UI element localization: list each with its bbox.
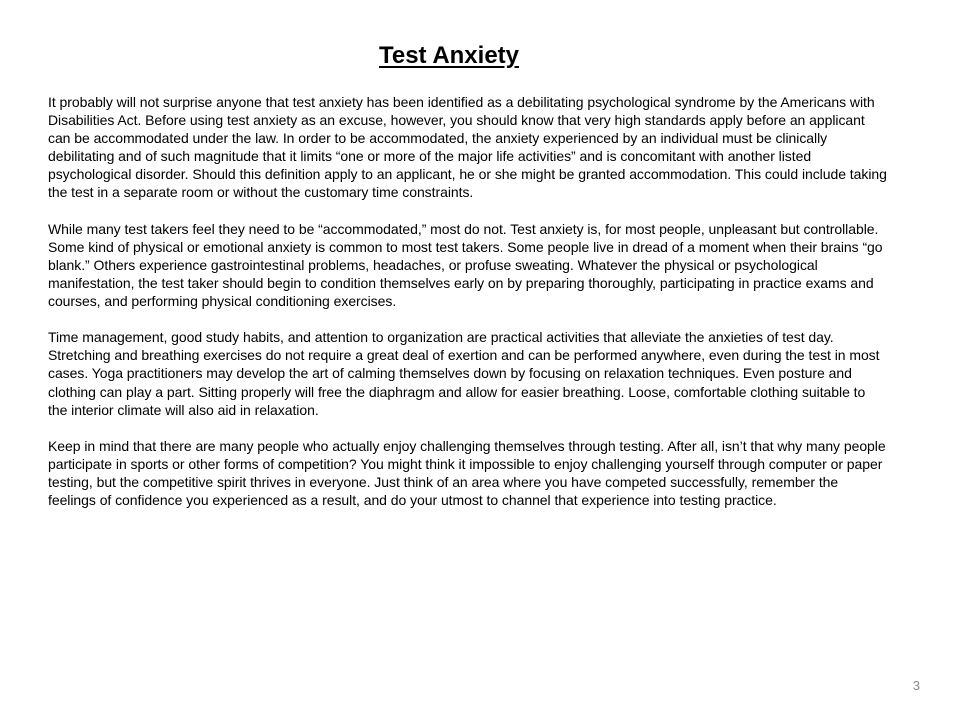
paragraph-controllable-anxiety: While many test takers feel they need to be “accommodated,” most do not. Test anxiety is, for most people, unpleasant but controllable. Some kind of physical or emotional anxiety is common to most test takers. Some people live in dread of a moment when their brains “go blank.” Others experience gastrointestinal problems, headaches, or profuse sweating. Whatever the physical or psychological manifestation, the test taker should begin to condition themselves early on by preparing thoroughly, participating in practice exams and courses, and performing physical conditioning exercises.	[48, 220, 883, 310]
paragraph-practical-activities: Time management, good study habits, and attention to organization are practical activities that alleviate the anxieties of test day. Stretching and breathing exercises do not require a great deal of exertion and can be performed anywhere, even during the test in most cases. Yoga practitioners may develop the art of calming themselves down by focusing on relaxation techniques. Even posture and clothing can play a part. Sitting properly will free the diaphragm and allow for easier breathing. Loose, comfortable clothing suitable to the interior climate will also aid in relaxation.	[48, 329, 880, 418]
paragraph-enjoy-testing: Keep in mind that there are many people who actually enjoy challenging themselves through testing. After all, isn’t that why many people participate in sports or other forms of competition? You might think it impossible to enjoy challenging yourself through computer or paper testing, but the competitive spirit thrives in everyone. Just think of an area where you have competed successfully, remember the feelings of confidence you experienced as a result, and do your utmost to channel that experience into testing practice.	[48, 437, 886, 509]
page-title: Test Anxiety	[378, 42, 520, 69]
body-text	[48, 93, 888, 527]
page-number: 3	[912, 678, 920, 693]
paragraph-accommodation: It probably will not surprise anyone that test anxiety has been identified as a debilitating psychological syndrome by the Americans with Disabilities Act. Before using test anxiety as an excuse, however, you should know that very high standards apply before an applicant can be accommodated under the law. In order to be accommodated, the anxiety experienced by an individual must be clinically debilitating and of such magnitude that it limits “one or more of the major life activities” and is concomitant with another listed psychological disorder. Should this definition apply to an applicant, he or she might be granted accommodation. This could include taking the test in a separate room or without the customary time constraints.	[48, 94, 887, 201]
